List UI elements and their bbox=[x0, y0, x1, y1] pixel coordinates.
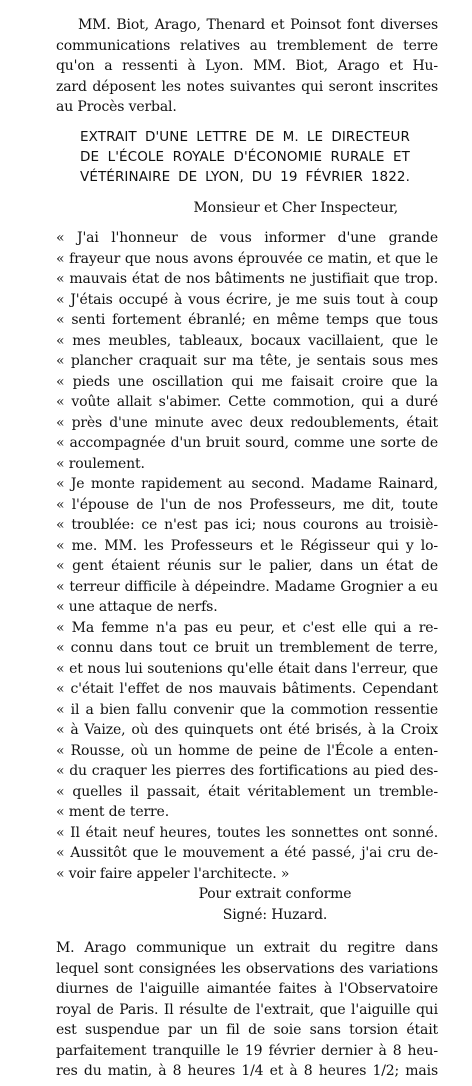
letter-line: « du craquer les pierres des fortifications au pied des- bbox=[56, 763, 438, 779]
letter-line: « à Vaize, où des quinquets ont été brisés, à la Croix bbox=[56, 722, 438, 738]
text-line: qu'on a ressenti à Lyon. MM. Biot, Arago et Hu- bbox=[56, 58, 438, 74]
letter-line: « l'épouse de l'un de nos Professeurs, me dit, toute bbox=[56, 496, 438, 513]
text-line: res du matin, à 8 heures 1/4 et à 8 heures 1/2; mais bbox=[56, 1063, 438, 1079]
letter-line: « il a bien fallu convenir que la commotion ressentie bbox=[56, 701, 438, 718]
letter-line: « Ma femme n'a pas eu peur, et c'est elle qui a re- bbox=[56, 619, 438, 636]
letter-line: « Je monte rapidement au second. Madame Rainard, bbox=[56, 476, 438, 492]
extract-heading bbox=[80, 127, 410, 187]
letter-line: « voûte allait s'abimer. Cette commotion, qui a duré bbox=[56, 394, 438, 410]
letter-line: « Il était neuf heures, toutes les sonnettes ont sonné. bbox=[56, 824, 438, 841]
letter-line: « mauvais état de nos bâtiments ne justifiait que trop. bbox=[56, 271, 438, 287]
signoff bbox=[150, 884, 400, 925]
letter-line: « c'était l'effet de nos mauvais bâtiments. Cependant bbox=[56, 681, 438, 697]
letter-line: « plancher craquait sur ma tête, je sentais sous mes bbox=[56, 353, 438, 369]
letter-line: « accompagnée d'un bruit sourd, comme une sorte de bbox=[56, 435, 438, 451]
letter-line: « Rousse, où un homme de peine de l'École a enten- bbox=[56, 742, 438, 759]
heading-line: VÉTÉRINAIRE DE LYON, DU 19 FÉVRIER 1822. bbox=[80, 169, 410, 185]
text-line: parfaitement tranquille le 19 février dernier à 8 heu- bbox=[56, 1042, 438, 1059]
letter-line: « frayeur que nous avons éprouvée ce matin, et que le bbox=[56, 250, 438, 267]
text-line: lequel sont consignées les observations des variations bbox=[56, 960, 438, 977]
letter-line: « troublée: ce n'est pas ici; nous courons au troisiè- bbox=[56, 517, 438, 533]
signoff-line: Signé: Huzard. bbox=[222, 906, 328, 923]
letter-line: « mes meubles, tableaux, bocaux vacillaient, que le bbox=[56, 332, 438, 349]
text-line: zard déposent les notes suivantes qui seront inscrites bbox=[56, 78, 438, 95]
letter-line: « pieds une oscillation qui me faisait croire que la bbox=[56, 373, 438, 390]
letter-line: « voir faire appeler l'architecte. » bbox=[56, 865, 290, 882]
letter-line: « quelles il passait, était véritablement un tremble- bbox=[56, 783, 438, 800]
text-line: M. Arago communique un extrait du regitre dans bbox=[56, 940, 438, 956]
letter-line: « senti fortement ébranlé; en même temps que tous bbox=[56, 312, 438, 328]
letter-line: « terreur difficile à dépeindre. Madame Grognier a eu bbox=[56, 578, 438, 595]
text-line: diurnes de l'aiguille aimantée faites à l'Observatoire bbox=[56, 981, 438, 997]
heading-line: EXTRAIT D'UNE LETTRE DE M. LE DIRECTEUR bbox=[80, 129, 410, 145]
letter-line: « près d'une minute avec deux redoublements, était bbox=[56, 414, 438, 431]
closing-paragraph bbox=[34, 938, 438, 1082]
letter-line: « gent étaient réunis sur le palier, dans un état de bbox=[56, 558, 438, 574]
letter-line: « ment de terre. bbox=[56, 804, 169, 820]
letter-line: « J'étais occupé à vous écrire, je me suis tout à coup bbox=[56, 291, 438, 308]
intro-paragraph bbox=[34, 15, 438, 118]
letter-line: « connu dans tout ce bruit un tremblement de terre, bbox=[56, 640, 438, 656]
signoff-line: Pour extrait conforme bbox=[198, 886, 352, 902]
text-line: MM. Biot, Arago, Thenard et Poinsot font diverses bbox=[78, 17, 438, 33]
letter-line: « J'ai l'honneur de vous informer d'une grande bbox=[56, 230, 438, 246]
letter-line: « me. MM. les Professeurs et le Régisseur qui y lo- bbox=[56, 537, 438, 554]
letter-body bbox=[56, 228, 438, 884]
salutation bbox=[34, 198, 438, 219]
letter-line: « et nous lui soutenions qu'elle était dans l'erreur, que bbox=[56, 660, 438, 677]
text-line: est suspendue par un fil de soie sans torsion était bbox=[56, 1022, 438, 1038]
text-line: communications relatives au tremblement de terre bbox=[56, 37, 438, 54]
letter-line: « Aussitôt que le mouvement a été passé, j'ai cru de- bbox=[56, 845, 438, 861]
letter-line: « une attaque de nerfs. bbox=[56, 599, 218, 615]
text-line: royal de Paris. Il résulte de l'extrait, que l'aiguille qui bbox=[56, 1001, 438, 1018]
text-line: au Procès verbal. bbox=[56, 99, 177, 115]
heading-line: DE L'ÉCOLE ROYALE D'ÉCONOMIE RURALE ET bbox=[80, 149, 410, 165]
letter-line: « roulement. bbox=[56, 455, 145, 472]
salutation-line: Monsieur et Cher Inspecteur, bbox=[193, 200, 398, 216]
